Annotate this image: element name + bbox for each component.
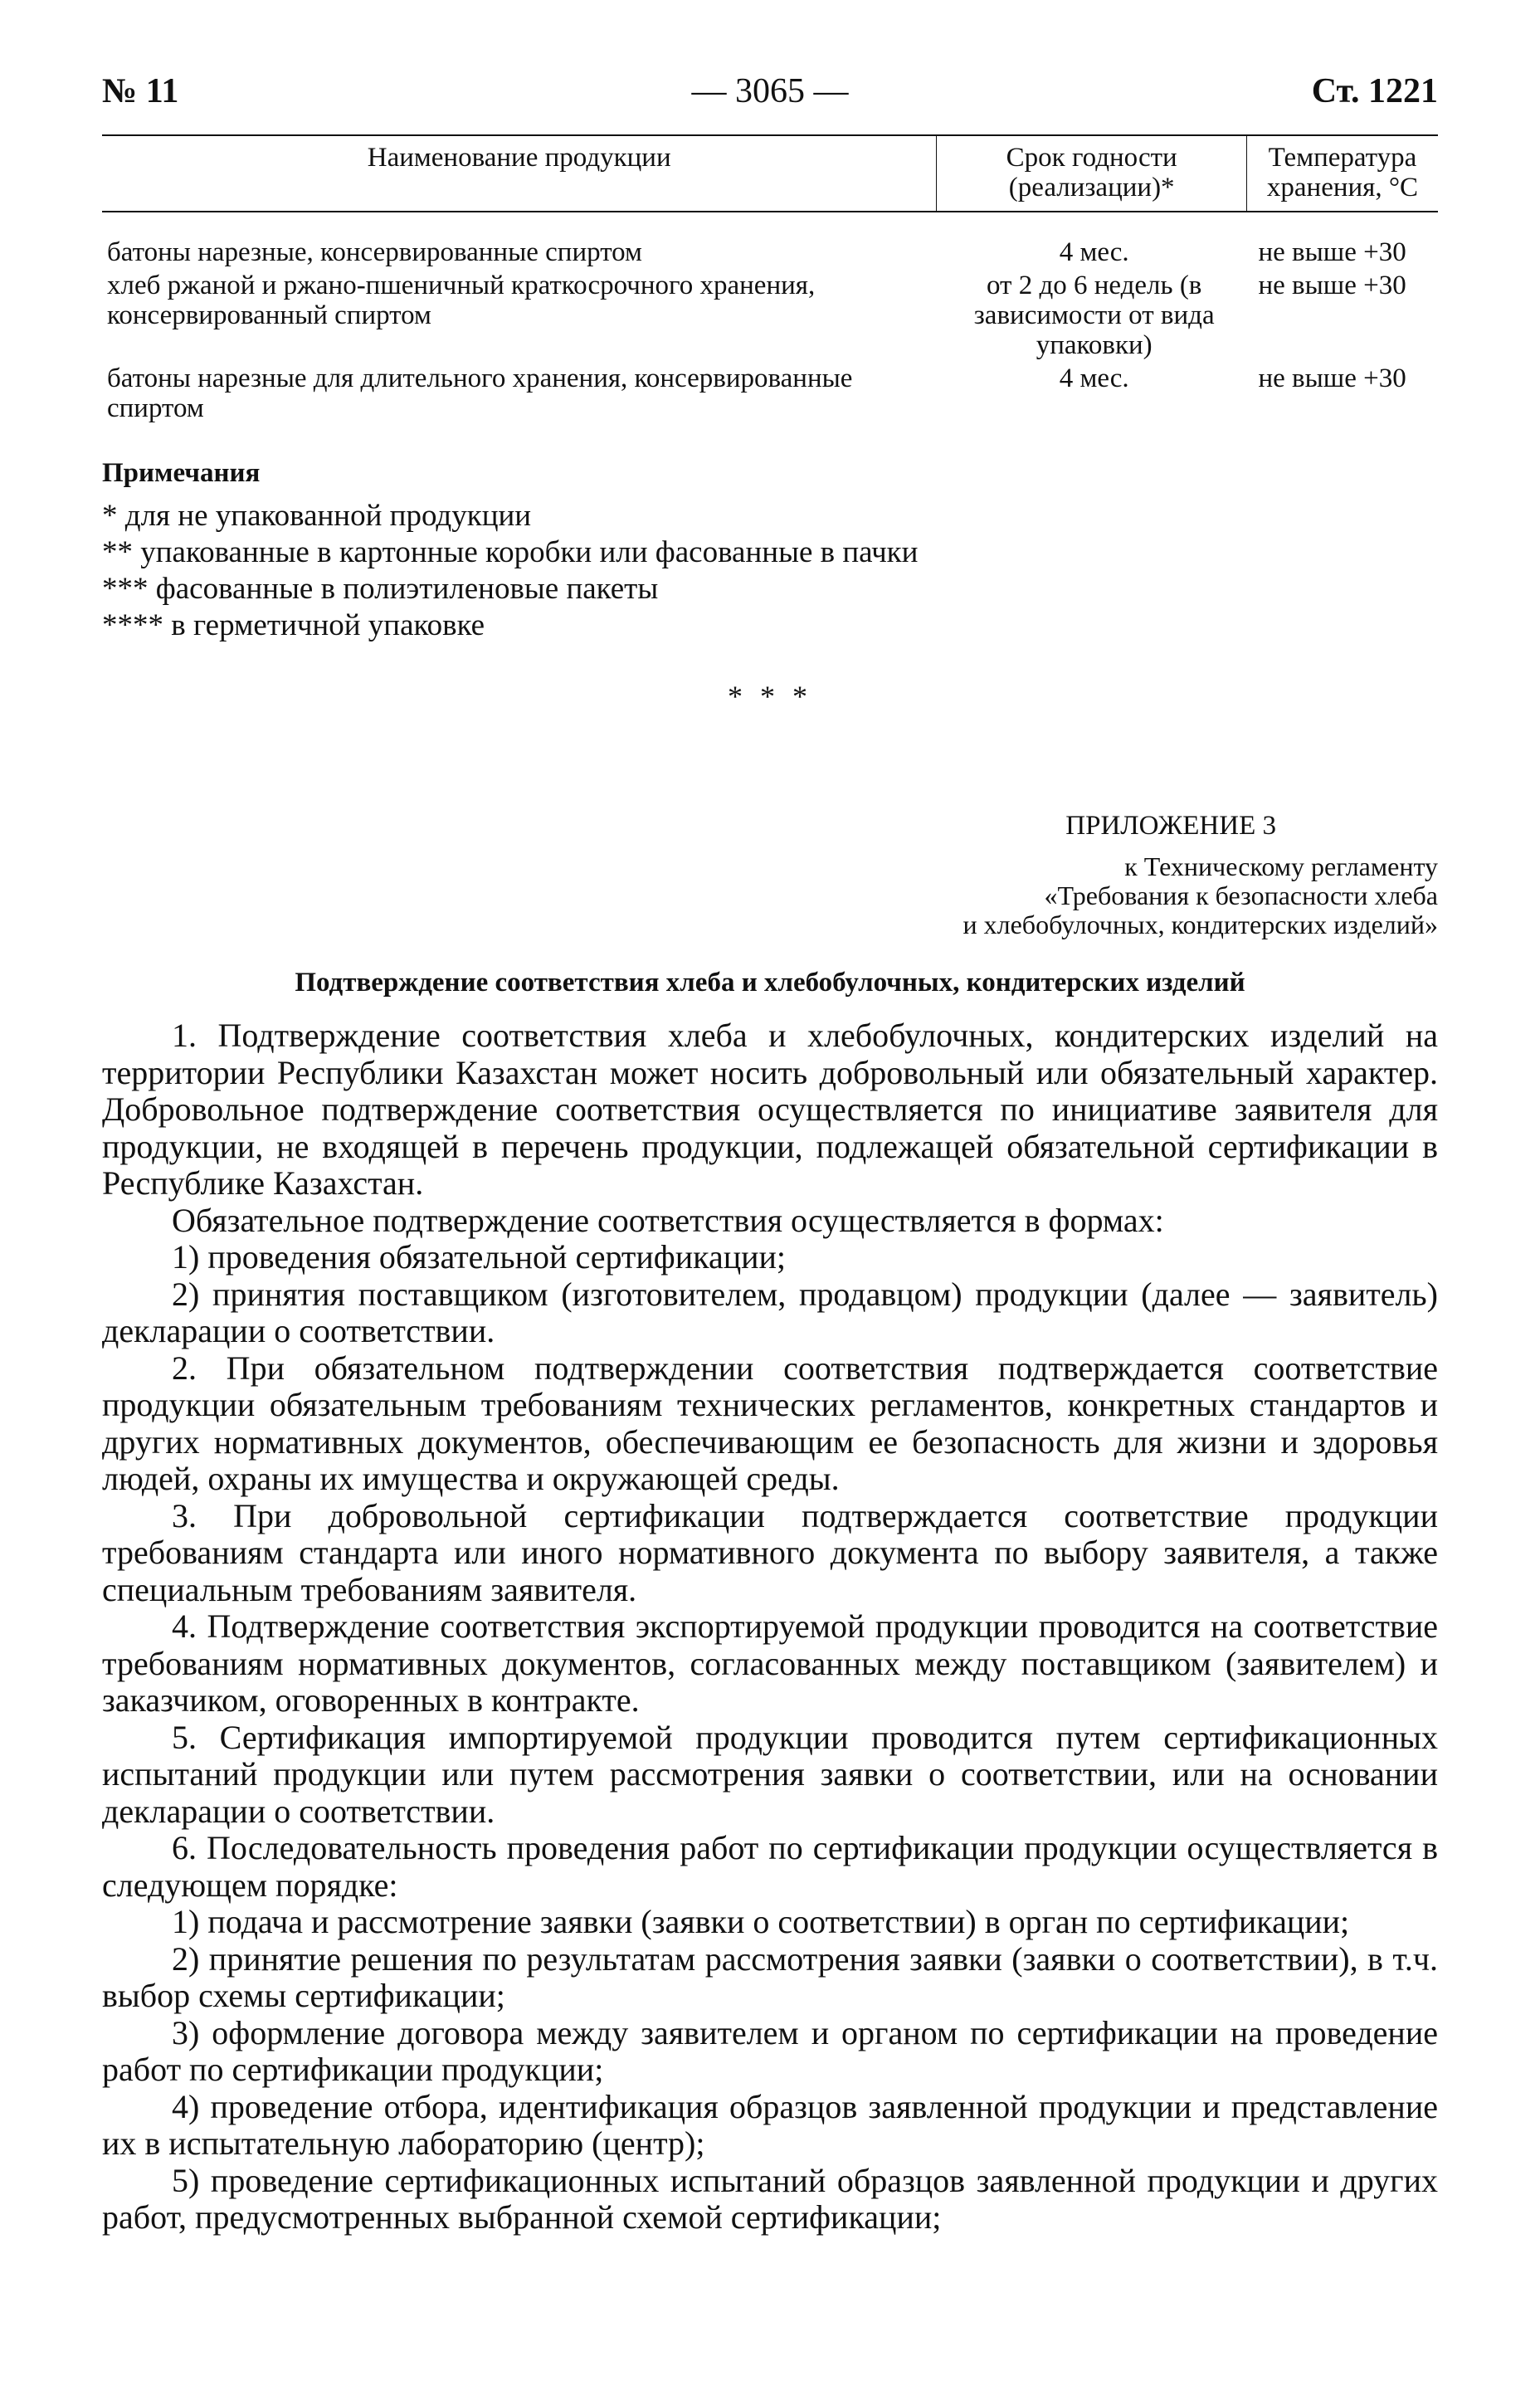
paragraph: 1) подача и рассмотрение заявки (заявки о соответствии) в орган по сертификации; <box>172 1903 1350 1940</box>
note-item: *** фасованные в полиэтиленовые пакеты <box>102 572 659 606</box>
column-header-temp <box>1247 135 1439 212</box>
cell-temp: не выше +30 <box>1258 271 1406 300</box>
cell-name: батоны нарезные, консервированные спиртом <box>107 237 642 267</box>
appendix-line: «Требования к безопасности хлеба <box>1044 880 1438 910</box>
page-header <box>102 71 1438 121</box>
page-number: — 3065 — <box>691 72 849 110</box>
paragraph: 4) проведение отбора, идентификация образцов заявленной продукции и представление их в испытательную лабораторию (центр); <box>102 2087 1438 2162</box>
paragraph: 1) проведения обязательной сертификации; <box>172 1238 787 1276</box>
article-number: Ст. 1221 <box>1311 72 1438 110</box>
shelf-life-table <box>102 134 1438 423</box>
section-title: Подтверждение соответствия хлеба и хлебобулочных, кондитерских изделий <box>295 968 1245 998</box>
cell-term: 4 мес. <box>1059 237 1129 267</box>
paragraph: 4. Подтверждение соответствия экспортируемой продукции проводится на соответствие требованиям нормативных документов, согласованных между поставщиком (заявителем) и заказчиком, оговоренных в контракте. <box>102 1607 1438 1719</box>
paragraph: 3) оформление договора между заявителем и органом по сертификации на проведение работ по сертификации продукции; <box>102 2013 1438 2088</box>
column-header-name: Наименование продукции <box>102 135 937 212</box>
cell-temp: не выше +30 <box>1258 363 1406 393</box>
column-header-temp-text: Температура хранения, °С <box>1266 143 1419 202</box>
section-separator: * * * <box>728 680 812 713</box>
paragraph: Обязательное подтверждение соответствия осуществляется в формах: <box>172 1201 1164 1239</box>
column-header-term <box>937 135 1247 212</box>
paragraph: 6. Последовательность проведения работ по сертификации продукции осуществляется в следующем порядке: <box>102 1829 1438 1904</box>
table-row <box>102 267 1438 360</box>
appendix-line: и хлебобулочных, кондитерских изделий» <box>962 910 1438 939</box>
cell-term <box>937 267 1247 360</box>
appendix-number: ПРИЛОЖЕНИЕ 3 <box>1065 811 1276 841</box>
note-item: ** упакованные в картонные коробки или фасованные в пачки <box>102 535 919 569</box>
cell-term-text: от 2 до 6 недель (в зависимости от вида упаковки) <box>973 271 1215 360</box>
paragraph: 2) принятия поставщиком (изготовителем, продавцом) продукции (далее — заявитель) декларации о соответствии. <box>102 1275 1438 1349</box>
appendix-line: к Техническому регламенту <box>1124 851 1438 881</box>
paragraph: 2. При обязательном подтверждении соответствия подтверждается соответствие продукции обязательным требованиям технических регламентов, конкретных стандартов и других нормативных документов, обеспечивающим ее безопасность для жизни и здоровья людей, охраны их имущества и окружающей среды. <box>102 1349 1438 1497</box>
note-item: **** в герметичной упаковке <box>102 608 485 642</box>
note-item: * для не упакованной продукции <box>102 499 532 533</box>
table-row <box>102 360 1438 423</box>
cell-term: 4 мес. <box>1059 363 1129 393</box>
cell-name: батоны нарезные для длительного хранения, консервированные спиртом <box>107 363 853 423</box>
notes-title: Примечания <box>102 458 261 488</box>
appendix-heading <box>963 812 1439 939</box>
notes-block <box>102 455 918 644</box>
cell-name: хлеб ржаной и ржано-пшеничный краткосрочного хранения, консервированный спиртом <box>107 271 816 330</box>
issue-number: № 11 <box>102 72 179 110</box>
paragraph: 5. Сертификация импортируемой продукции проводится путем сертификационных испытаний продукции или путем рассмотрения заявки о соответствии, или на основании декларации о соответствии. <box>102 1718 1438 1830</box>
paragraph: 1. Подтверждение соответствия хлеба и хлебобулочных, кондитерских изделий на территории Республики Казахстан может носить добровольный или обязательный характер. Добровольное подтверждение соответствия осуществляется по инициативе заявителя для продукции, не входящей в перечень продукции, подлежащей обязательной сертификации в Республике Казахстан. <box>102 1017 1438 1202</box>
cell-temp: не выше +30 <box>1258 237 1406 267</box>
table-header-row <box>102 135 1438 212</box>
paragraph: 2) принятие решения по результатам рассмотрения заявки (заявки о соответствии), в т.ч. выбор схемы сертификации; <box>102 1939 1438 2014</box>
table-row <box>102 212 1438 267</box>
paragraph: 3. При добровольной сертификации подтверждается соответствие продукции требованиям стандарта или иного нормативного документа по выбору заявителя, а также специальным требованиям заявителя. <box>102 1496 1438 1608</box>
paragraph: 5) проведение сертификационных испытаний образцов заявленной продукции и других работ, предусмотренных выбранной схемой сертификации; <box>102 2161 1438 2236</box>
column-header-term-text: Срок годности (реализации)* <box>1006 143 1177 202</box>
body-text <box>102 1017 1438 2237</box>
